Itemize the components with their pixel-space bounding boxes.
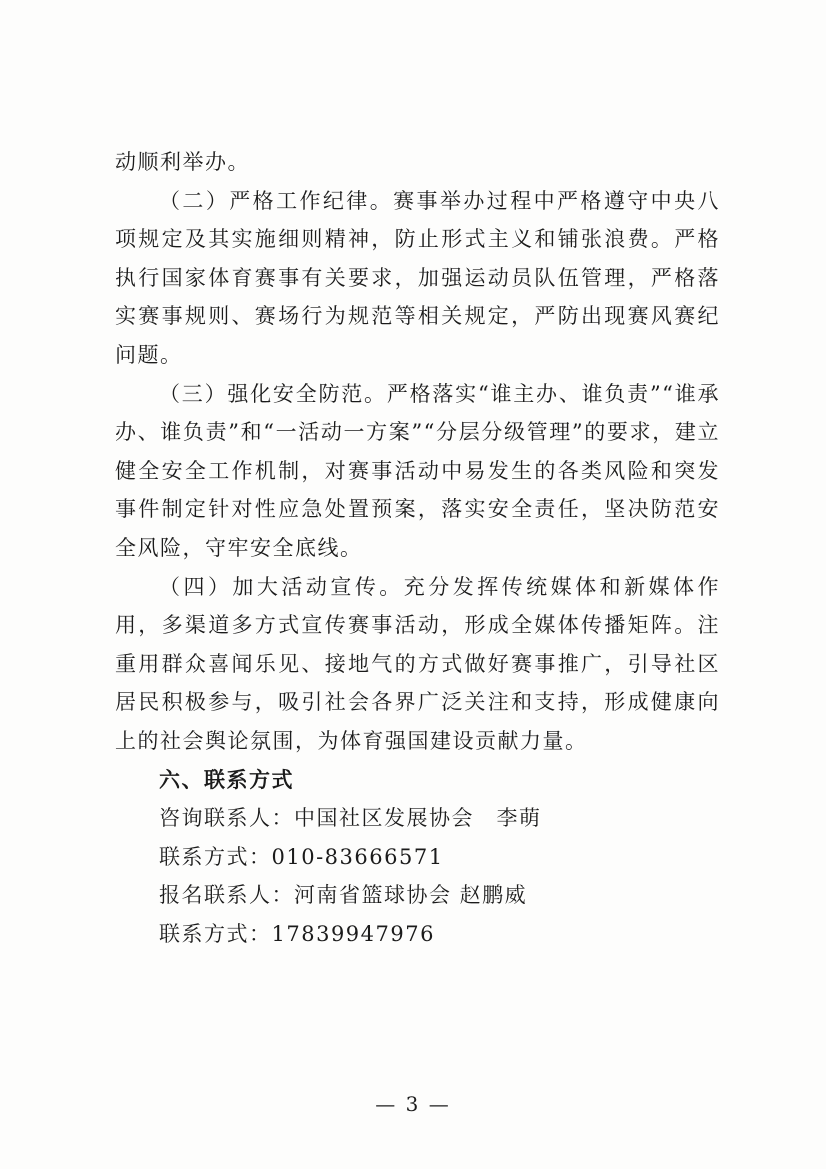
paragraph-continuation: 动顺利举办。 [115, 150, 250, 174]
section-heading-contact: 六、联系方式 [159, 767, 294, 792]
document-body [115, 143, 720, 953]
contact-registration-phone: 联系方式：17839947976 [159, 921, 435, 946]
contact-registration-person: 报名联系人：河南省篮球协会 赵鹏威 [159, 883, 528, 908]
paragraph-work-discipline: （二）严格工作纪律。赛事举办过程中严格遵守中央八项规定及其实施细则精神，防止形式主义和铺张浪费。严格执行国家体育赛事有关要求，加强运动员队伍管理，严格落实赛事规则、赛场行为规范等相关规定，严防出现赛风赛纪问题。 [115, 188, 720, 367]
page-number: — 3 — [375, 1092, 451, 1116]
paragraph-publicity: （四）加大活动宣传。充分发挥传统媒体和新媒体作用，多渠道多方式宣传赛事活动，形成全媒体传播矩阵。注重用群众喜闻乐见、接地气的方式做好赛事推广，引导社区居民积极参与，吸引社会各界广泛关注和支持，形成健康向上的社会舆论氛围，为体育强国建设贡献力量。 [115, 574, 720, 753]
contact-consult-person: 咨询联系人：中国社区发展协会 李萌 [159, 806, 542, 831]
contact-consult-phone: 联系方式：010-83666571 [159, 844, 444, 869]
paragraph-safety: （三）强化安全防范。严格落实“谁主办、谁负责”“谁承办、谁负责”和“一活动一方案”“分层分级管理”的要求，建立健全安全工作机制，对赛事活动中易发生的各类风险和突发事件制定针对性应急处置预案，落实安全责任，坚决防范安全风险，守牢安全底线。 [115, 381, 720, 560]
